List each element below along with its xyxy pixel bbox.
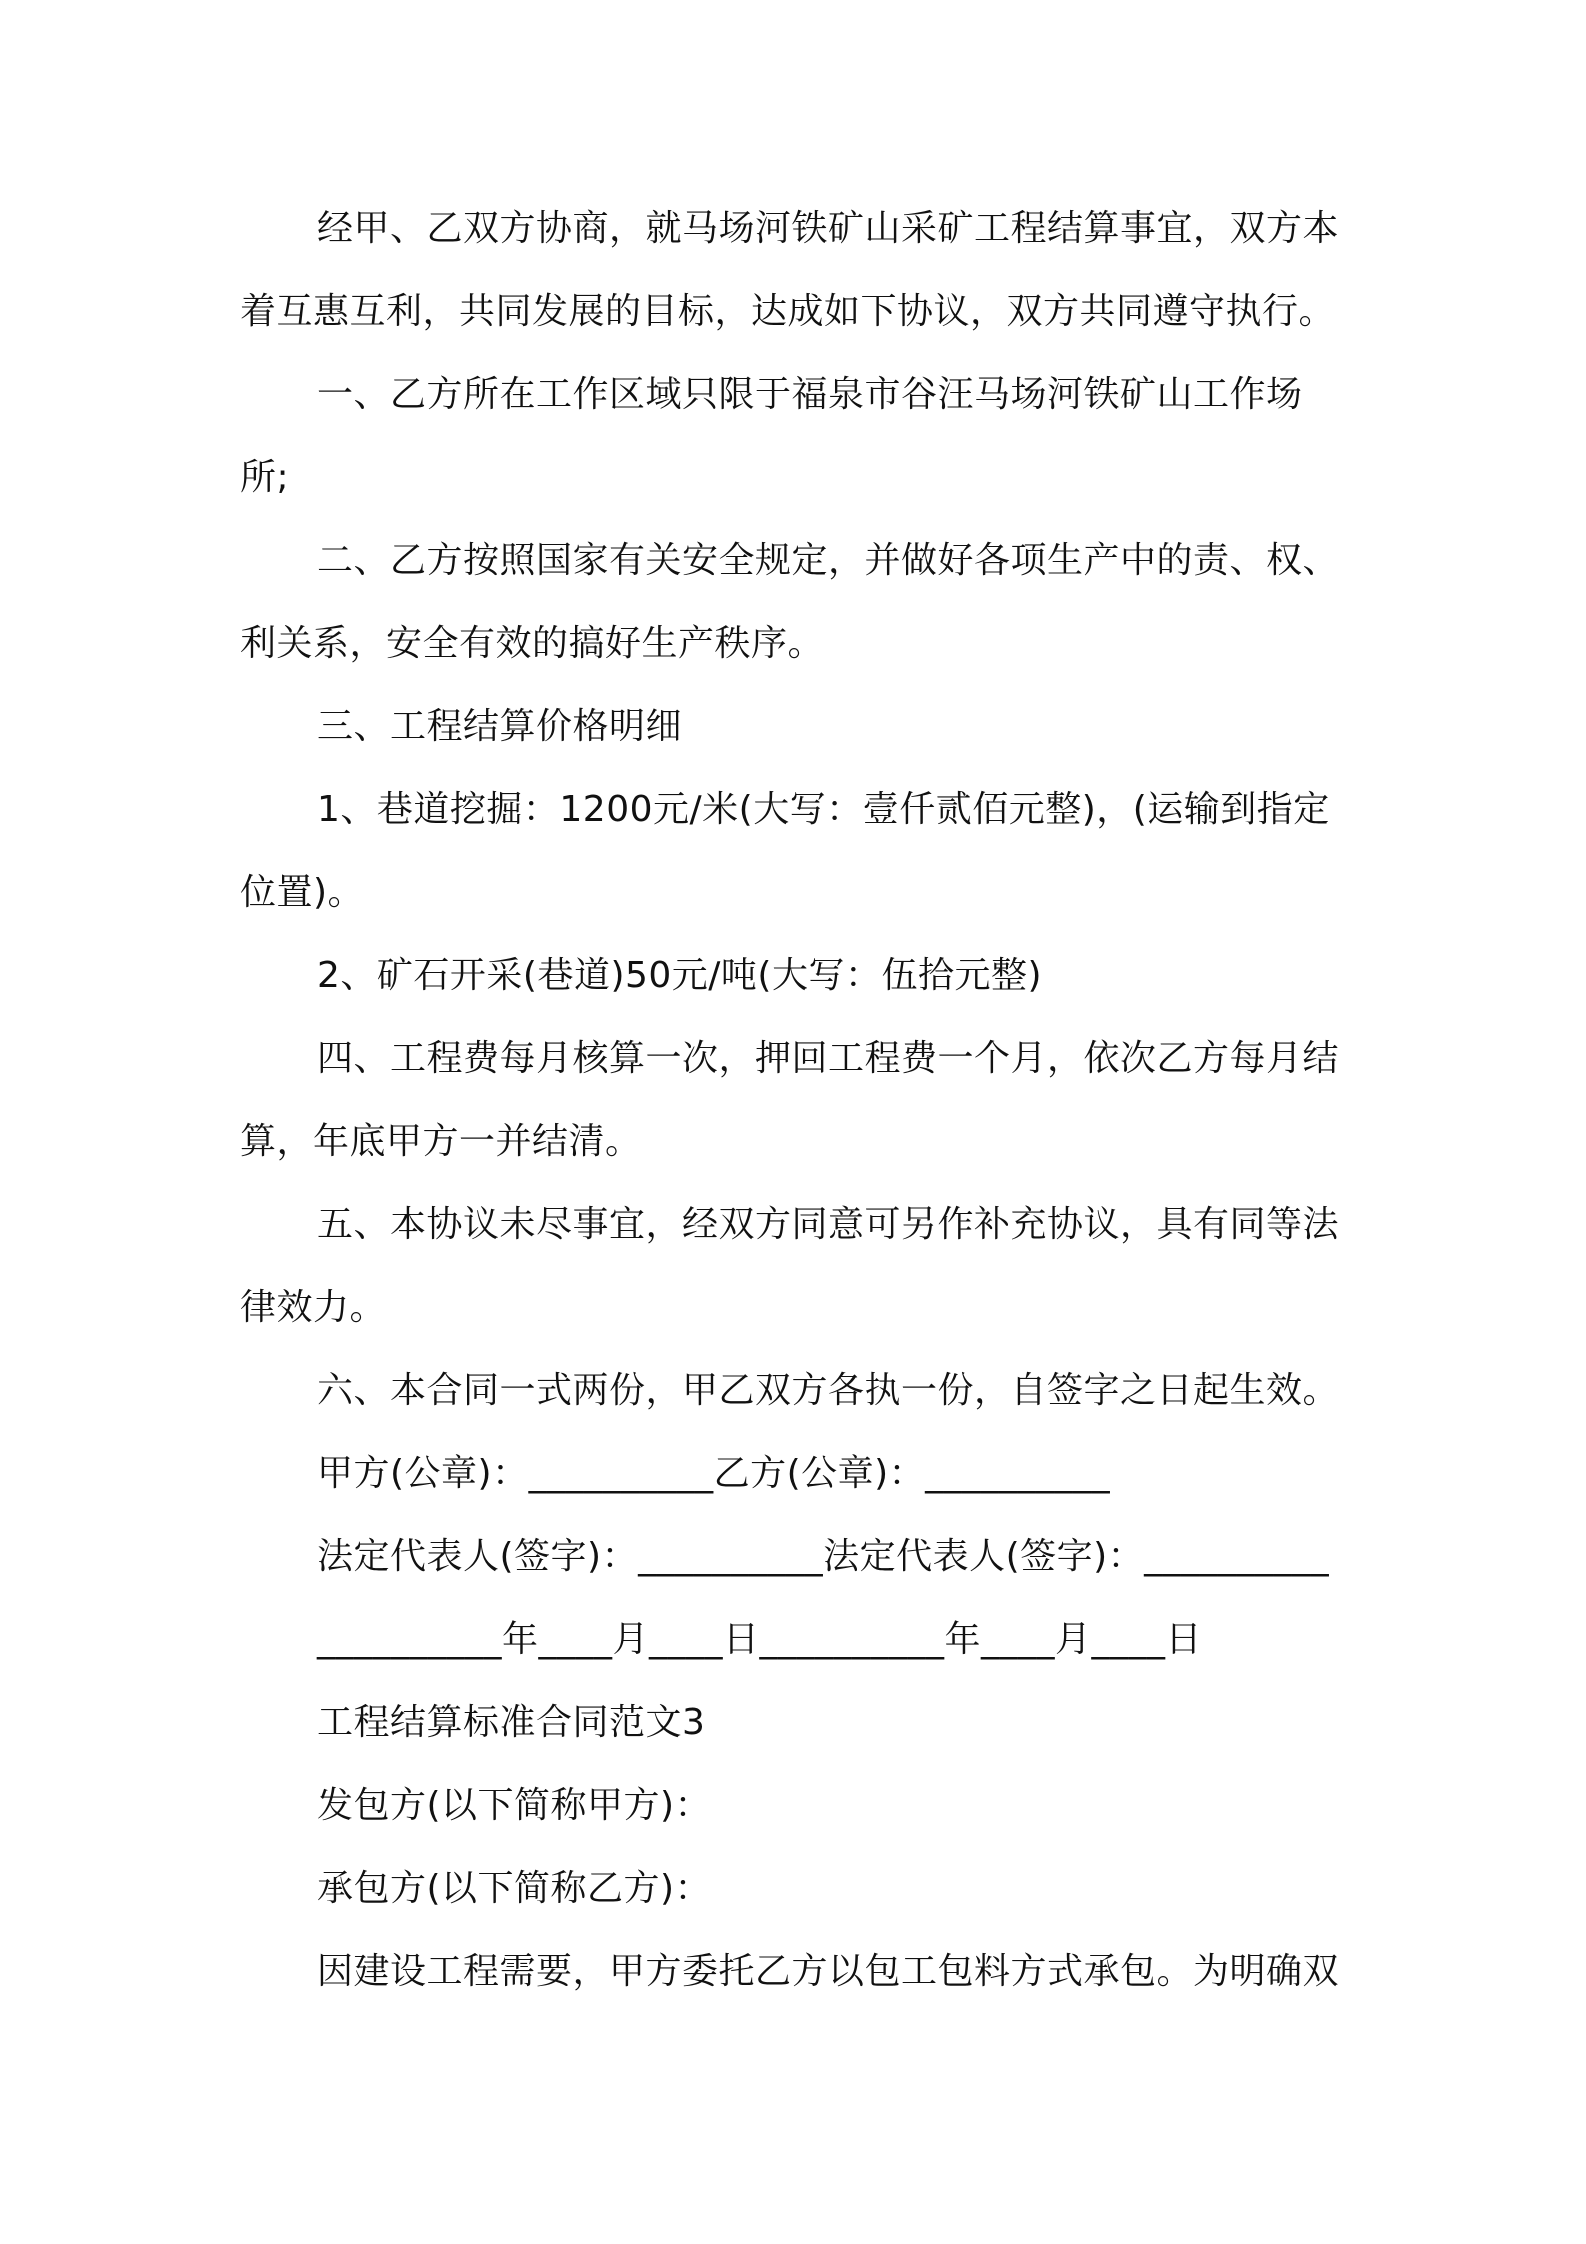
paragraph-clause-2: 二、乙方按照国家有关安全规定，并做好各项生产中的责、权、利关系，安全有效的搞好生产秩序。: [240, 540, 1340, 664]
paragraph-item-2: 2、矿石开采(巷道)50元/吨(大写：伍拾元整): [317, 955, 1043, 996]
paragraph-intro: 经甲、乙双方协商，就马场河铁矿山采矿工程结算事宜，双方本着互惠互利，共同发展的目标，达成如下协议，双方共同遵守执行。: [240, 208, 1340, 332]
field-employer: 发包方(以下简称甲方)：: [317, 1785, 712, 1826]
signature-line-dates: __________年____月____日__________年____月____日: [317, 1619, 1202, 1660]
paragraph-clause-3-heading: 三、工程结算价格明细: [317, 706, 683, 747]
signature-line-seals: 甲方(公章)：__________乙方(公章)：__________: [317, 1453, 1111, 1494]
paragraph-clause-6: 六、本合同一式两份，甲乙双方各执一份，自签字之日起生效。: [317, 1370, 1340, 1411]
field-contractor: 承包方(以下简称乙方)：: [317, 1868, 712, 1909]
paragraph-continuation: 因建设工程需要，甲方委托乙方以包工包料方式承包。为明确双: [317, 1951, 1340, 1992]
paragraph-item-1: 1、巷道挖掘：1200元/米(大写：壹仟贰佰元整)，(运输到指定位置)。: [240, 789, 1330, 913]
paragraph-clause-4: 四、工程费每月核算一次，押回工程费一个月，依次乙方每月结算，年底甲方一并结清。: [240, 1038, 1340, 1162]
paragraph-clause-5: 五、本协议未尽事宜，经双方同意可另作补充协议，具有同等法律效力。: [240, 1204, 1340, 1328]
signature-line-representatives: 法定代表人(签字)：__________法定代表人(签字)：__________: [317, 1536, 1330, 1577]
next-contract-title: 工程结算标准合同范文3: [317, 1702, 706, 1743]
paragraph-clause-1: 一、乙方所在工作区域只限于福泉市谷汪马场河铁矿山工作场所;: [240, 374, 1303, 498]
